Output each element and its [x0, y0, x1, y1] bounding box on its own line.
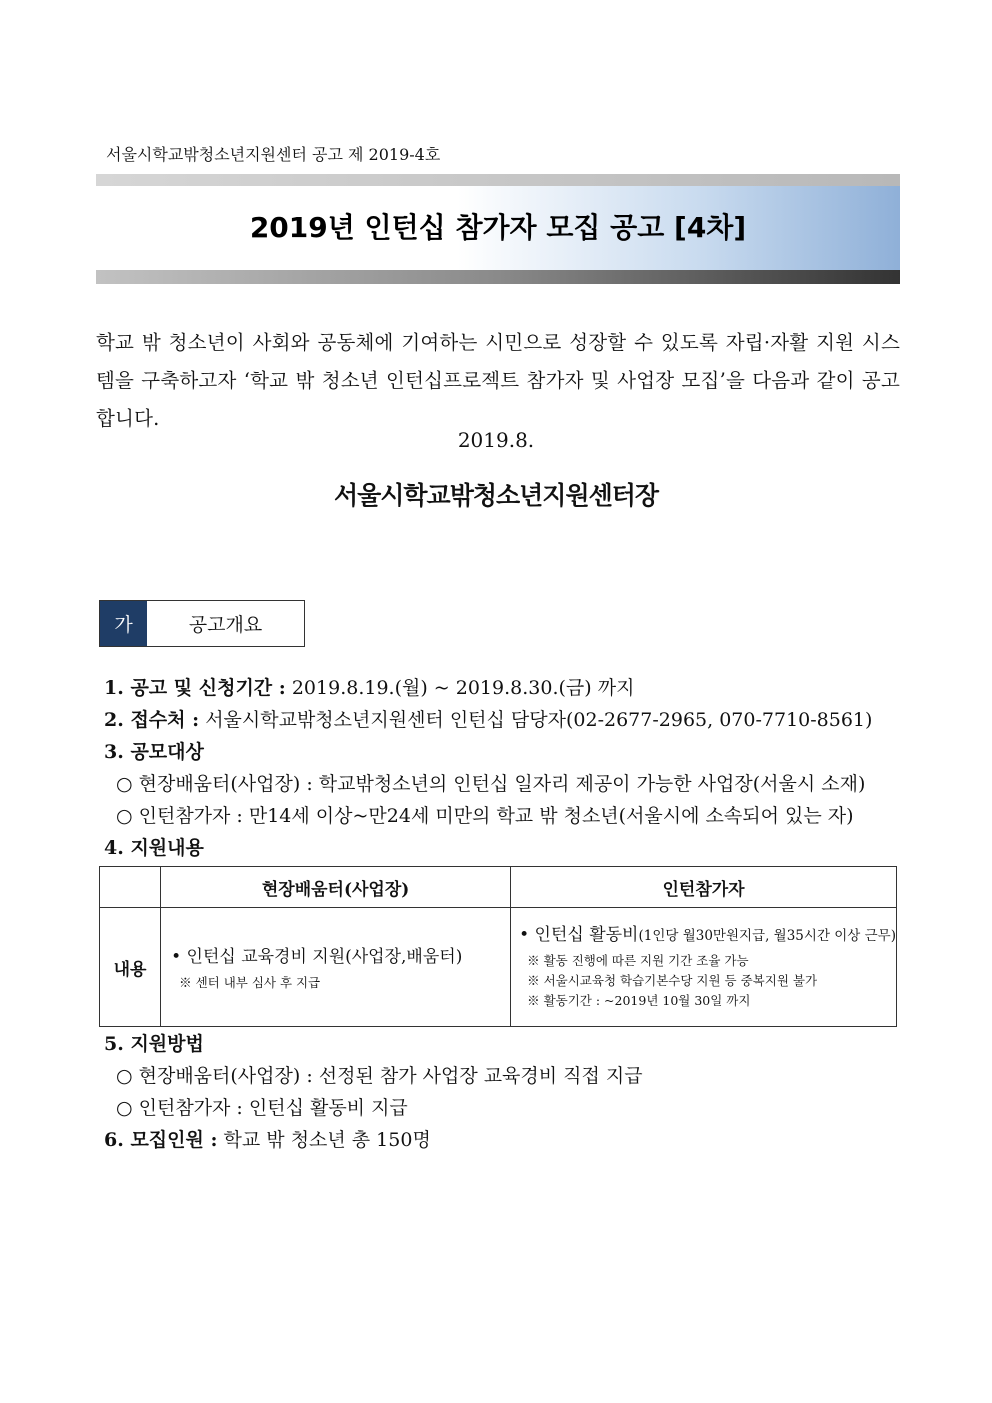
- intern-note-1: ※ 활동 진행에 따른 지원 기간 조율 가능: [527, 953, 749, 968]
- table-col-workplace: 현장배움터(사업장): [161, 867, 511, 908]
- item-office-value: 서울시학교밖청소년지원센터 인턴십 담당자(02-2677-2965, 070-7710-8561): [205, 709, 873, 731]
- method-intern: ○ 인턴참가자 : 인턴십 활동비 지급: [116, 1097, 408, 1119]
- notice-number: 서울시학교밖청소년지원센터 공고 제 2019-4호: [106, 145, 441, 164]
- intern-note-3: ※ 활동기간 : ~2019년 10월 30일 까지: [527, 993, 751, 1008]
- section-number: 가: [100, 601, 147, 646]
- table-cell-workplace: [161, 908, 511, 1027]
- target-workplace: ○ 현장배움터(사업장) : 학교밖청소년의 인턴십 일자리 제공이 가능한 사업장(서울시 소재): [116, 773, 866, 795]
- banner-bottom-bar: [96, 270, 900, 284]
- target-intern: ○ 인턴참가자 : 만14세 이상~만24세 미만의 학교 밖 청소년(서울시에 소속되어 있는 자): [116, 805, 854, 827]
- page-title: 2019년 인턴십 참가자 모집 공고 [4차]: [249, 211, 747, 244]
- intern-note-2: ※ 서울시교육청 학습기본수당 지원 등 중복지원 불가: [527, 973, 818, 988]
- item-target: [104, 737, 204, 764]
- item-office: [104, 705, 872, 732]
- signer: 서울시학교밖청소년지원센터장: [333, 481, 659, 510]
- workplace-note: ※ 센터 내부 심사 후 지급: [179, 974, 321, 990]
- item-support-label: 4. 지원내용: [104, 837, 204, 859]
- table-row: [100, 908, 897, 1027]
- item-method-label: 5. 지원방법: [104, 1033, 204, 1055]
- item-period-value: 2019.8.19.(월) ~ 2019.8.30.(금) 까지: [291, 677, 635, 699]
- item-support: [104, 833, 204, 860]
- intro-paragraph: 학교 밖 청소년이 사회와 공동체에 기여하는 시민으로 성장할 수 있도록 자립·자활 지원 시스템을 구축하고자 ‘학교 밖 청소년 인턴십프로젝트 참가자 및 사업장 모집’을 다음과 같이 공고합니다.: [96, 331, 900, 430]
- item-office-label: 2. 접수처 :: [104, 709, 200, 731]
- table-cell-intern: [511, 908, 897, 1027]
- item-recruit-label: 6. 모집인원 :: [104, 1129, 218, 1151]
- notice-date: 2019.8.: [457, 428, 535, 452]
- workplace-bullet: • 인턴십 교육경비 지원(사업장,배움터): [171, 946, 463, 967]
- title-banner: [96, 174, 900, 286]
- item-period: [104, 673, 634, 700]
- section-label: 공고개요: [188, 614, 263, 636]
- table-col-intern: 인턴참가자: [511, 867, 897, 908]
- item-recruit: [104, 1125, 431, 1152]
- intern-bullet: [519, 920, 896, 945]
- item-method: [104, 1029, 204, 1056]
- intern-bullet-paren: (1인당 월30만원지급, 월35시간 이상 근무): [638, 928, 896, 944]
- section-heading: [99, 600, 305, 647]
- item-period-label: 1. 공고 및 신청기간 :: [104, 677, 286, 699]
- method-workplace: ○ 현장배움터(사업장) : 선정된 참가 사업장 교육경비 직접 지급: [116, 1065, 643, 1087]
- banner-top-bar: [96, 174, 900, 186]
- table-row-head: 내용: [100, 908, 161, 1027]
- intern-bullet-main: • 인턴십 활동비: [519, 925, 639, 945]
- item-target-label: 3. 공모대상: [104, 741, 204, 763]
- support-table: [99, 866, 897, 1027]
- table-header-row: [100, 867, 897, 908]
- table-corner: [100, 867, 161, 908]
- item-recruit-value: 학교 밖 청소년 총 150명: [223, 1129, 431, 1151]
